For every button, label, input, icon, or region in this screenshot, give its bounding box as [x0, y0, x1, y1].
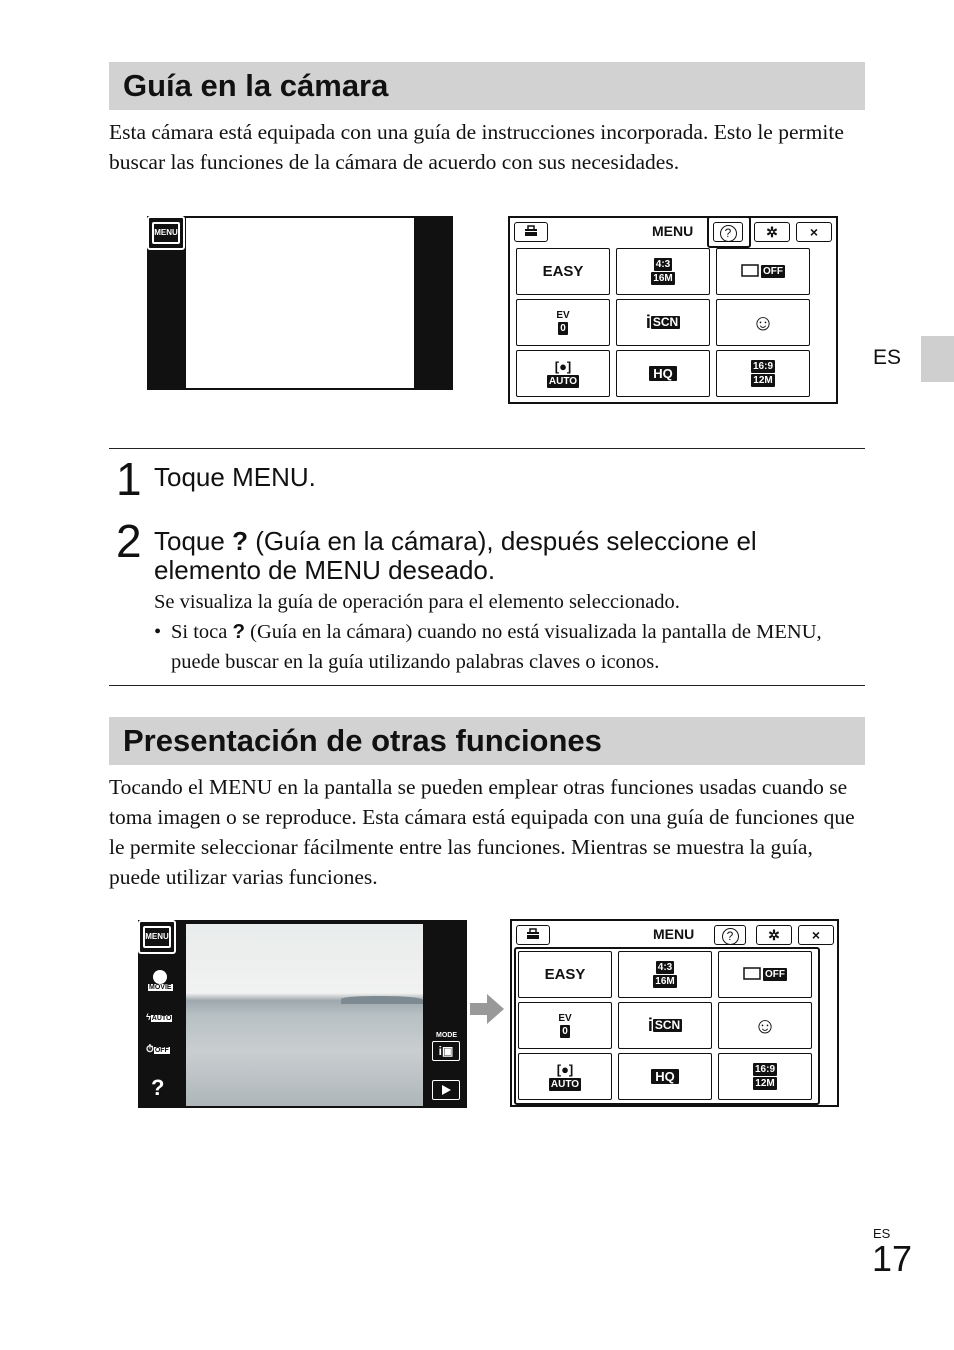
close-icon[interactable]: × [798, 925, 834, 945]
step-2-text: Toque ? (Guía en la cámara), después seleccione el elemento de MENU deseado. [154, 526, 757, 585]
display-icon [743, 967, 763, 983]
toolbox-icon[interactable] [516, 925, 550, 945]
language-label: ES [873, 346, 902, 369]
help-button[interactable]: ? [151, 1075, 165, 1100]
section-title: Presentación de otras funciones [123, 723, 602, 758]
gear-icon[interactable]: ✲ [754, 222, 790, 242]
page-number: 17 [872, 1238, 913, 1279]
tile-hq[interactable]: HQ [618, 1053, 712, 1100]
menu-button[interactable]: MENU [138, 920, 176, 954]
camera-icon[interactable]: i▣ [432, 1041, 460, 1061]
divider-top [109, 448, 865, 449]
close-icon[interactable]: × [796, 222, 832, 242]
beach-photo [186, 924, 423, 1106]
tile-image-size[interactable]: 4:3 16M [618, 951, 712, 998]
tile-easy[interactable]: EASY [518, 951, 612, 998]
tile-iscn[interactable]: i SCN [616, 299, 710, 346]
tile-smile[interactable] [718, 1002, 812, 1049]
toolbox-icon[interactable] [514, 222, 548, 242]
help-icon[interactable]: ? [714, 925, 746, 945]
play-icon[interactable] [432, 1080, 460, 1100]
smile-icon: ☺ [753, 1012, 777, 1038]
menu-button[interactable]: MENU [147, 216, 185, 250]
intro-paragraph: Esta cámara está equipada con una guía de instrucciones incorporada. Esto le permite buscar las funciones de la cámara de acuerdo con sus necesidades. [109, 120, 844, 174]
tile-easy[interactable]: EASY [516, 248, 610, 295]
bullet-dot: • [154, 621, 162, 643]
divider-bottom [109, 685, 865, 686]
tile-face-detect[interactable]: [●] AUTO [518, 1053, 612, 1100]
arrow-right-icon [470, 992, 506, 1026]
step-2-note: Se visualiza la guía de operación para el elemento seleccionado. [154, 591, 680, 613]
tile-face-detect[interactable]: [●] AUTO [516, 350, 610, 397]
tile-display-off[interactable]: OFF [716, 248, 810, 295]
step-2-bullet: Si toca ? (Guía en la cámara) cuando no está visualizada la pantalla de MENU, puede buscar en la guía utilizando palabras claves o iconos. [171, 620, 822, 673]
tile-ev[interactable]: EV 0 [518, 1002, 612, 1049]
camera-screen-illustration [147, 216, 453, 390]
tile-wide[interactable]: 16:9 12M [716, 350, 810, 397]
section-header-guide [109, 62, 865, 110]
camera-live-screen [138, 920, 467, 1108]
mode-label: MODE [436, 1032, 457, 1039]
tile-image-size[interactable]: 4:3 16M [616, 248, 710, 295]
help-icon[interactable]: ? [713, 222, 743, 242]
help-icon: ? [232, 526, 248, 556]
tile-wide[interactable]: 16:9 12M [718, 1053, 812, 1100]
menu-panel-illustration [508, 216, 838, 404]
page-language: ES [873, 1226, 891, 1241]
screen-preview [186, 218, 414, 388]
thumb-tab [921, 336, 954, 382]
tile-smile[interactable] [716, 299, 810, 346]
gear-icon[interactable]: ✲ [756, 925, 792, 945]
display-icon [741, 264, 761, 280]
step-1-text: Toque MENU. [154, 462, 316, 492]
tile-display-off[interactable]: OFF [718, 951, 812, 998]
tile-ev[interactable]: EV 0 [516, 299, 610, 346]
section-title: Guía en la cámara [123, 68, 389, 103]
help-icon: ? [232, 620, 246, 643]
menu-panel-illustration [510, 919, 839, 1107]
smile-icon: ☺ [751, 309, 775, 335]
step-2-number: 2 [116, 515, 142, 567]
step-1-number: 1 [116, 453, 142, 505]
other-paragraph: Tocando el MENU en la pantalla se pueden emplear otras funciones usadas cuando se toma imagen o se reproduce. Esta cámara está equipada con una guía de funciones que le permite seleccionar fácilmente entre las funciones. Mientras se muestra la guía, puede utilizar varias funciones. [109, 775, 855, 889]
movie-button[interactable]: MOVIE [148, 970, 173, 991]
tile-hq[interactable]: HQ [616, 350, 710, 397]
menu-label: MENU [653, 926, 695, 942]
menu-label: MENU [652, 223, 694, 239]
self-timer-button[interactable]: ⏱OFF [146, 1044, 169, 1055]
flash-button[interactable]: ϟAUTO [146, 1012, 172, 1022]
section-header-other [109, 717, 865, 765]
tile-iscn[interactable]: i SCN [618, 1002, 712, 1049]
